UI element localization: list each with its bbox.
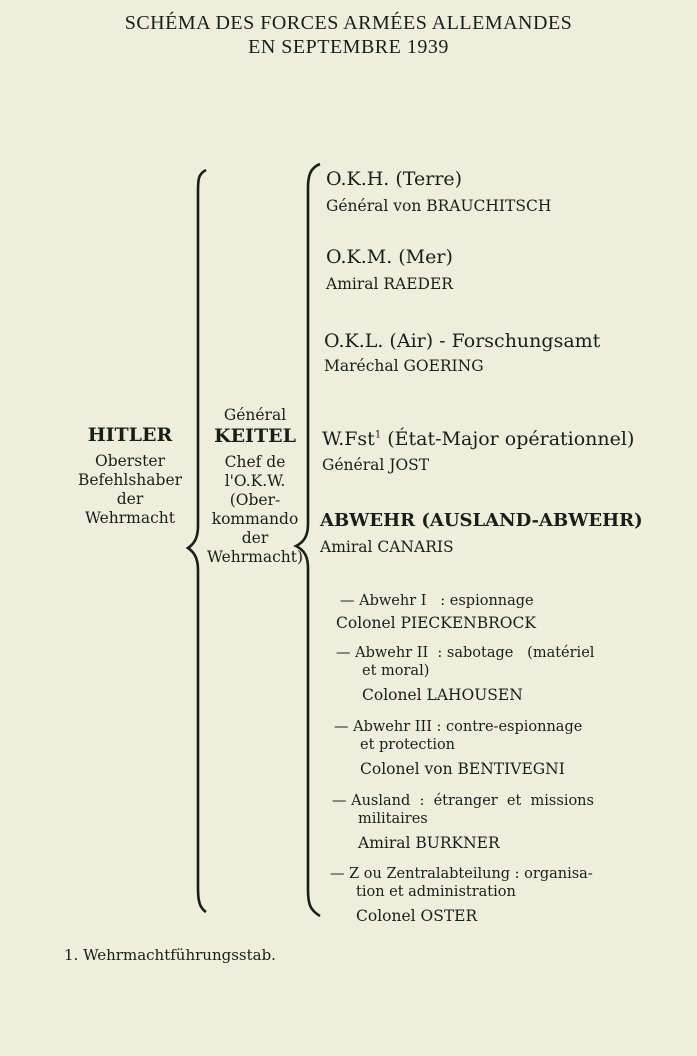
abwehr-section-chief: Colonel OSTER <box>356 907 478 925</box>
branch-okm-head: O.K.M. (Mer) <box>326 246 453 268</box>
abwehr-section-chief: Colonel von BENTIVEGNI <box>360 760 565 778</box>
abwehr-section-line: — Abwehr II : sabotage (matériel <box>336 645 595 661</box>
branch-abwehr-head: ABWEHR (AUSLAND-ABWEHR) <box>320 510 643 531</box>
hitler-role-line: Oberster <box>95 452 165 470</box>
page-title-line-1: SCHÉMA DES FORCES ARMÉES ALLEMANDES <box>124 12 573 34</box>
keitel-role-line: (Ober- <box>229 491 281 509</box>
abwehr-section-line: — Ausland : étranger et missions <box>332 793 594 809</box>
branch-wfst-rest: (État-Major opérationnel) <box>381 428 635 450</box>
hitler-role-line: der <box>116 490 144 508</box>
branch-wfst-main: W.Fst <box>322 428 375 450</box>
abwehr-section-line: tion et administration <box>356 884 516 900</box>
keitel-role-line: kommando <box>211 510 299 528</box>
abwehr-section-chief: Colonel PIECKENBROCK <box>336 614 536 632</box>
keitel-role-line: der <box>241 529 269 547</box>
abwehr-section-line: — Z ou Zentralabteilung : organisa- <box>330 866 593 882</box>
branch-okh-chief: Général von BRAUCHITSCH <box>326 197 552 215</box>
abwehr-section-chief: Colonel LAHOUSEN <box>362 686 523 704</box>
keitel-rank: Général <box>223 406 287 424</box>
hitler-role-line: Wehrmacht <box>84 509 176 527</box>
footnote: 1. Wehrmachtführungsstab. <box>64 946 276 964</box>
abwehr-section-line: — Abwehr I : espionnage <box>340 593 534 609</box>
branch-okl-head: O.K.L. (Air) - Forschungsamt <box>324 330 601 352</box>
abwehr-section-line: militaires <box>358 811 428 827</box>
keitel-role-line: Chef de <box>224 453 286 471</box>
branch-wfst-head <box>322 428 634 450</box>
hitler-role-line: Befehlshaber <box>77 471 183 489</box>
branch-wfst-chief: Général JOST <box>322 456 430 474</box>
branch-okl-chief: Maréchal GOERING <box>324 357 484 375</box>
keitel-role-line: Wehrmacht) <box>206 548 304 566</box>
page-title-line-2: EN SEPTEMBRE 1939 <box>248 36 449 58</box>
abwehr-section-line: et protection <box>360 737 456 753</box>
keitel-name: KEITEL <box>214 425 296 447</box>
branch-okm-chief: Amiral RAEDER <box>326 275 453 293</box>
abwehr-section-chief: Amiral BURKNER <box>358 834 500 852</box>
abwehr-section-line: — Abwehr III : contre-espionnage <box>334 719 583 735</box>
keitel-role-line: l'O.K.W. <box>224 472 286 490</box>
branch-okh-head: O.K.H. (Terre) <box>326 168 463 190</box>
hitler-name: HITLER <box>87 424 173 446</box>
abwehr-section-line: et moral) <box>362 663 430 679</box>
branch-abwehr-chief: Amiral CANARIS <box>320 538 454 556</box>
footnote-ref: 1 <box>374 429 382 441</box>
